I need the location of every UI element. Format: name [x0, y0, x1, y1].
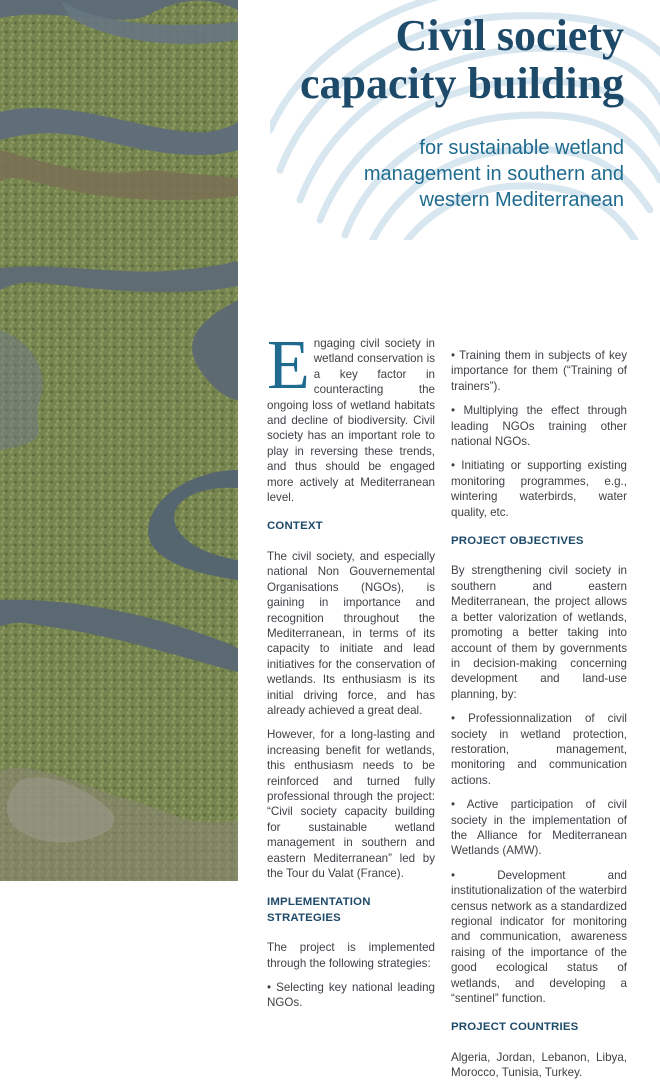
subtitle-line-1: for sustainable wetland — [419, 137, 624, 159]
countries-heading: PROJECT COUNTRIES — [451, 1021, 579, 1034]
left-column — [267, 327, 435, 1020]
title-line-1: Civil society — [395, 11, 624, 60]
objective-item-3: • Development and institutionalization of the waterbird census network as a standardized regional indicator for monitoring and communication, awareness raising of the importance of the good ecological status of wetlands, and developing a “sentinel” function. — [451, 868, 627, 1006]
strategy-item-3: • Multiplying the effect through leading NGOs training other national NGOs. — [451, 404, 627, 449]
page-title — [300, 12, 624, 108]
intro-text: ngaging civil society in wetland conservation is a key factor in counteracting the ongoing loss of wetland habitats and decline of biodiversity. Civil society has an important role to play in reversing these trends, and thus should be engaged more actively at Mediterranean level. — [267, 337, 435, 505]
countries-text: Algeria, Jordan, Lebanon, Libya, Morocco, Tunisia, Turkey. — [451, 1050, 627, 1080]
title-line-2: capacity building — [300, 59, 624, 108]
subtitle-line-2: management in southern and — [363, 163, 624, 185]
strategy-item-2: • Training them in subjects of key importance for them (“Training of trainers”). — [451, 349, 627, 393]
intro-paragraph — [267, 327, 435, 505]
page-subtitle — [364, 135, 624, 213]
right-column — [451, 348, 627, 1090]
subtitle-line-3: western Mediterranean — [419, 189, 624, 211]
objective-item-2: • Active participation of civil society in the implementation of the Alliance for Mediterranean Wetlands (AMW). — [451, 798, 627, 858]
context-heading: CONTEXT — [267, 520, 323, 533]
strategies-intro: The project is implemented through the following strategies: — [267, 941, 435, 970]
objectives-heading: PROJECT OBJECTIVES — [451, 535, 584, 548]
wetland-aerial-photo — [0, 0, 238, 881]
context-paragraph-1: The civil society, and especially national Non Gouvernemental Organisations (NGOs), is gaining in importance and recognition throughout the Mediterranean, in terms of its capacity to initiate and lead initiatives for the conservation of wetlands. Its enthusiasm is its initial driving force, and has already achieved a great deal. — [267, 549, 435, 717]
objectives-intro: By strengthening civil society in southern and eastern Mediterranean, the project allows a better valorization of wetlands, promoting a better taking into account of them by governments in decision-making concerning development and land-use planning, by: — [451, 564, 627, 701]
context-paragraph-2: However, for a long-lasting and increasing benefit for wetlands, this enthusiasm needs to be reinforced and turned fully professional through the project: “Civil society capacity building for sustainable wetland management in southern and eastern Mediterranean” led by the Tour du Valat (France). — [267, 728, 435, 880]
strategy-item-4: • Initiating or supporting existing monitoring programmes, e.g., wintering waterbirds, water quality, etc. — [451, 459, 627, 519]
strategies-heading: IMPLEMENTATION STRATEGIES — [267, 896, 371, 924]
objective-item-1: • Professionnalization of civil society in wetland protection, restoration, management, monitoring and communication actions. — [451, 712, 627, 787]
strategy-item-1: • Selecting key national leading NGOs. — [267, 981, 435, 1010]
drop-cap: E — [267, 327, 310, 404]
